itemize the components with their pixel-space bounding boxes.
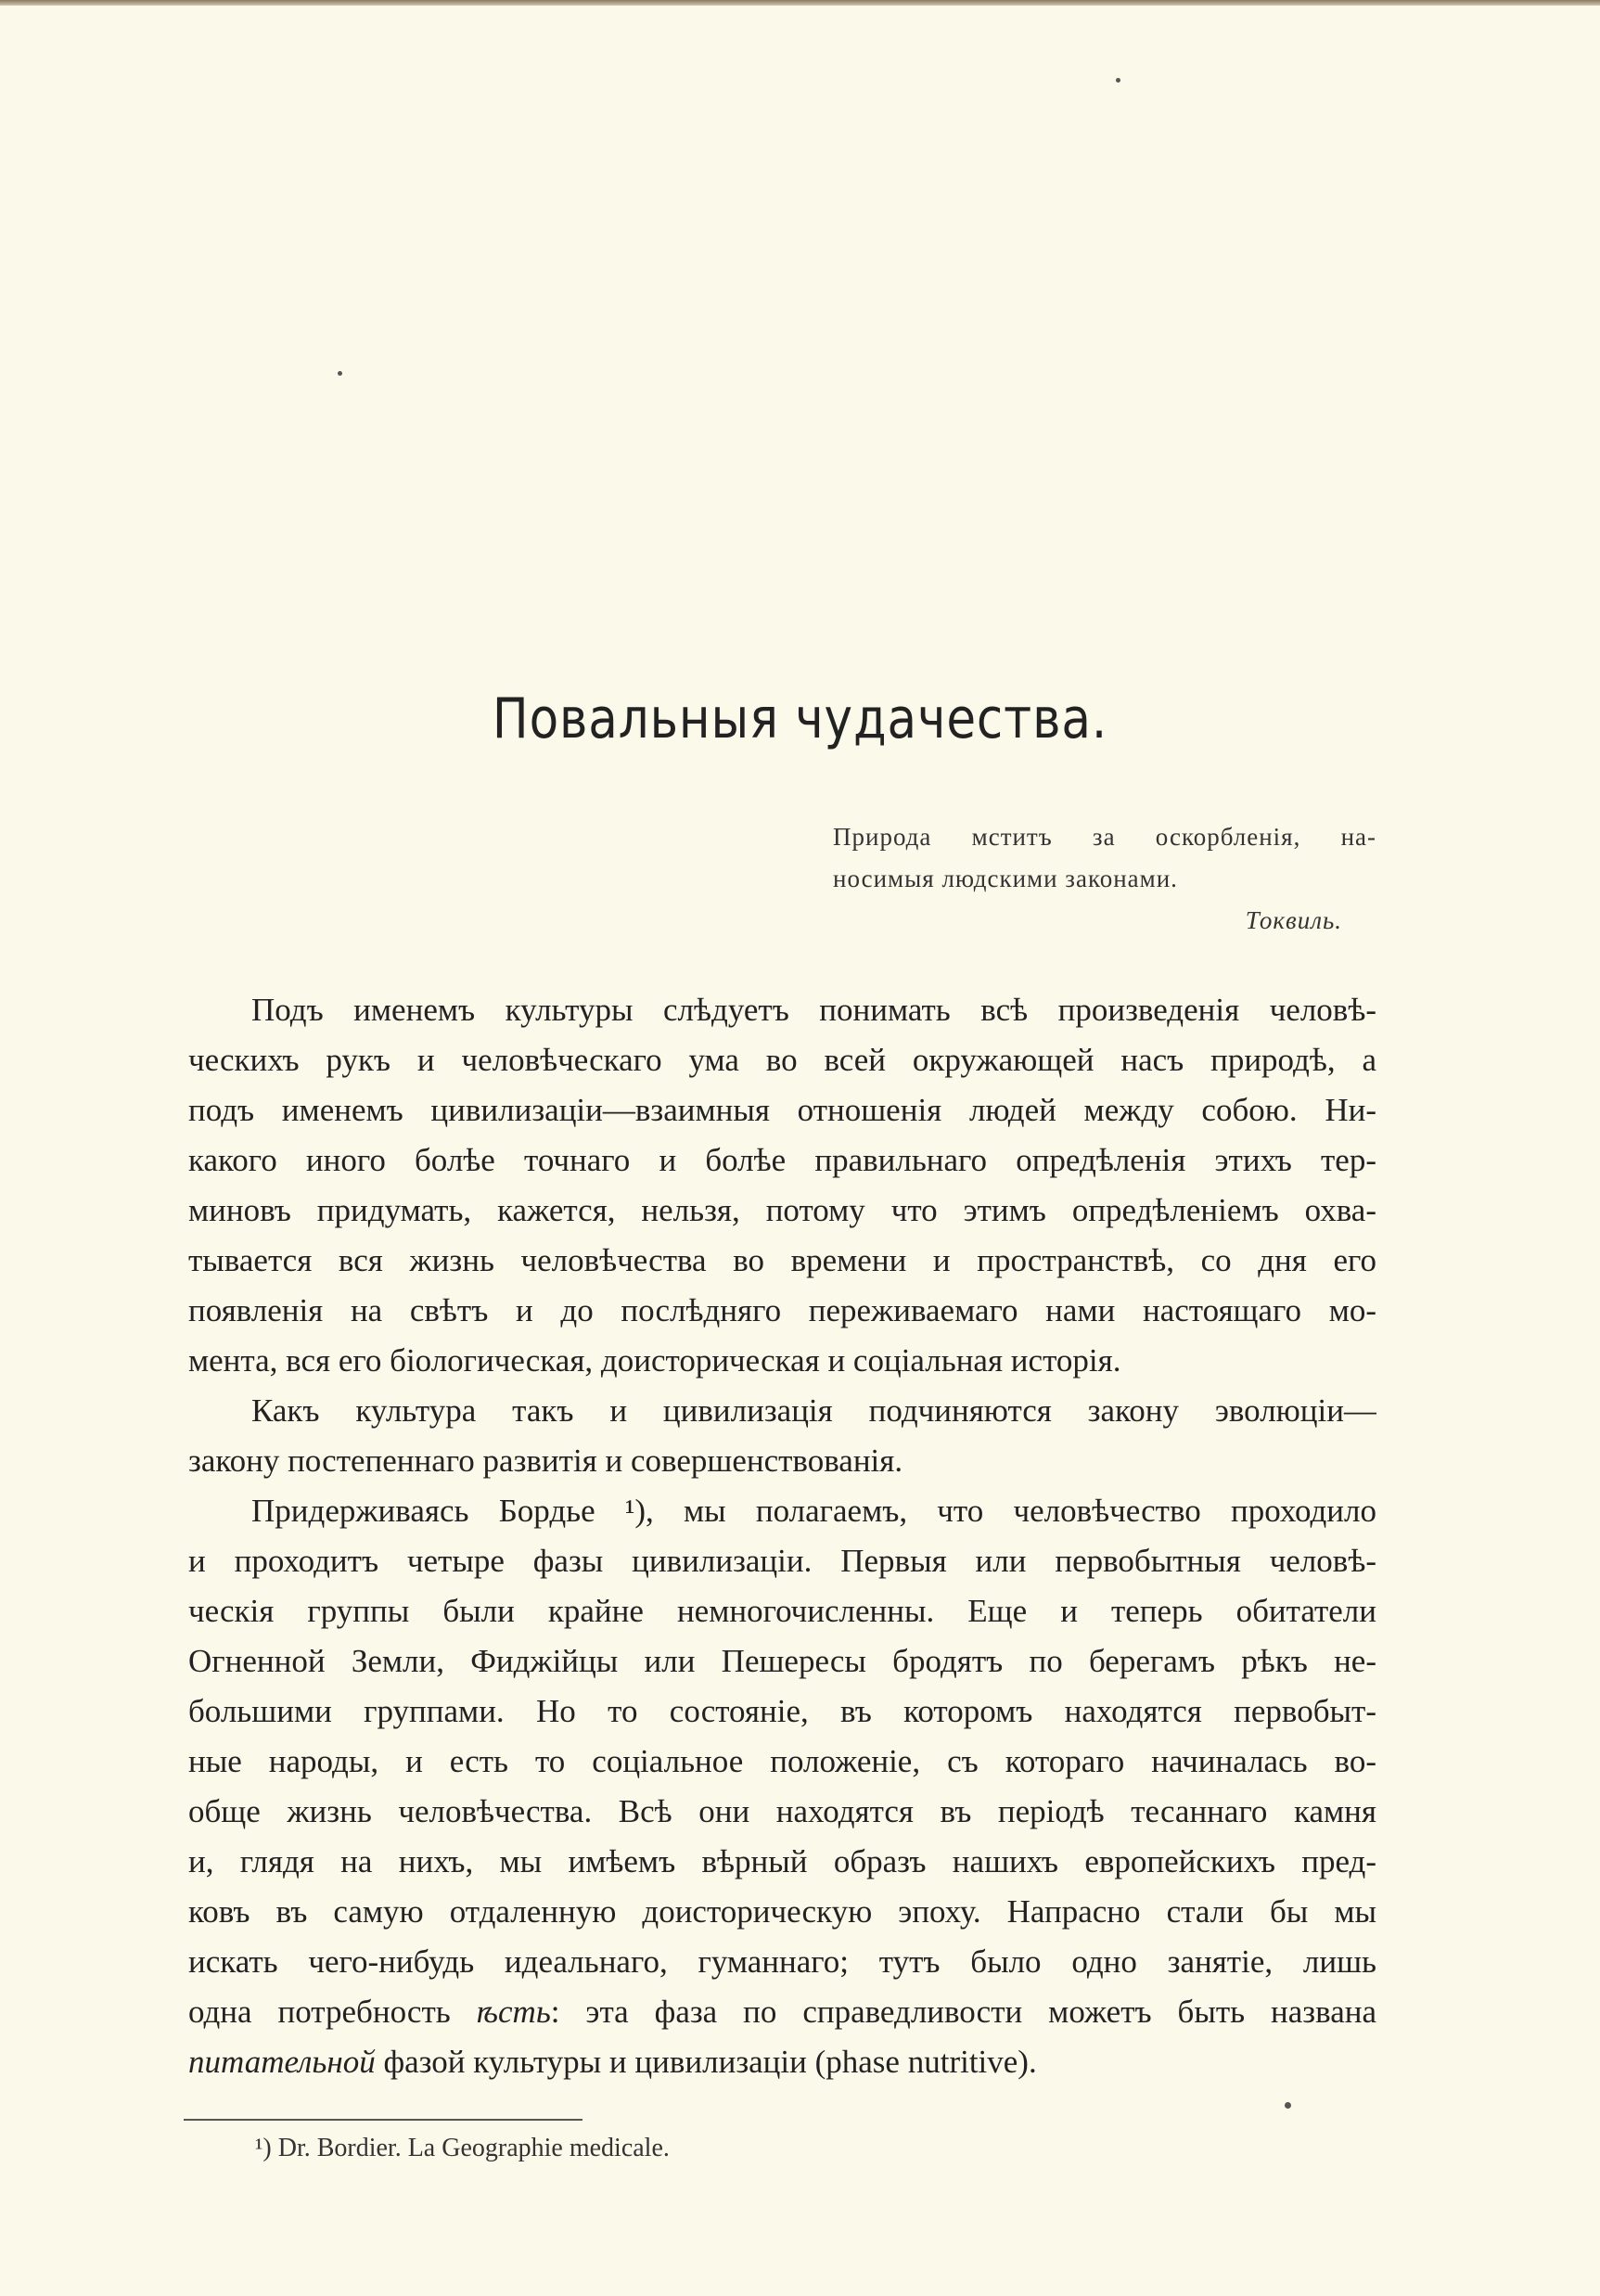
emphasized-word: питательной [188,2044,376,2080]
body-text [188,985,1376,2087]
text-line [188,2037,1376,2087]
text-line: искать чего-нибудь идеальнаго, гуманнаго; тутъ было одно занятіе, лишь [188,1943,1376,1980]
text-line: ческія группы были крайне немногочисленны. Еще и теперь обитатели [188,1593,1376,1629]
epigraph-line: носимыя людскими законами. [833,865,1178,892]
text-line: ные народы, и есть то соціальное положеніе, съ котораго начиналась во- [188,1743,1376,1779]
epigraph [833,816,1376,942]
chapter-title: Повальныя чудачества. [492,686,1108,751]
text-line: закону постепеннаго развитія и совершенствованія. [188,1443,903,1479]
text-line: Какъ культура такъ и цивилизація подчиняются закону эволюціи— [251,1392,1376,1429]
text-line: обще жизнь человѣчества. Всѣ они находятся въ періодѣ тесаннаго камня [188,1793,1376,1829]
text-line: ческихъ рукъ и человѣческаго ума во всей окружающей насъ природѣ, а [188,1042,1376,1078]
text-run: фазой культуры и цивилизаціи (phase nutritive). [375,2044,1037,2080]
text-line: мента, вся его біологическая, доисторическая и соціальная исторія. [188,1342,1121,1379]
text-line: какого иного болѣе точнаго и болѣе правильнаго опредѣленія этихъ тер- [188,1142,1376,1178]
text-line: большими группами. Но то состояніе, въ которомъ находятся первобыт- [188,1693,1376,1729]
text-line: Огненной Земли, Фиджійцы или Пешересы бродятъ по берегамъ рѣкъ не- [188,1643,1376,1679]
footnote-rule [184,2119,582,2121]
scan-speck [1285,2102,1291,2109]
text-line: Подъ именемъ культуры слѣдуетъ понимать всѣ произведенія человѣ- [251,992,1376,1028]
text-line: появленія на свѣтъ и до послѣдняго переживаемаго нами настоящаго мо- [188,1292,1376,1328]
text-line: и проходитъ четыре фазы цивилизаціи. Первыя или первобытныя человѣ- [188,1543,1376,1579]
page-top-edge [0,0,1600,6]
scan-speck [338,371,342,376]
text-line: Придерживаясь Бордье ¹), мы полагаемъ, что человѣчество проходило [251,1493,1376,1529]
footnote: ¹) Dr. Bordier. La Geographie medicale. [255,2134,670,2162]
emphasized-word: ѣсть [476,1994,551,2030]
text-line: ковъ въ самую отдаленную доисторическую эпоху. Напрасно стали бы мы [188,1893,1376,1930]
text-line: подъ именемъ цивилизаціи—взаимныя отношенія людей между собою. Ни- [188,1092,1376,1128]
text-run: : эта фаза по справедливости можетъ быть названа [550,1994,1376,2030]
text-line: тывается вся жизнь человѣчества во времени и пространствѣ, со дня его [188,1242,1376,1278]
scan-speck [1116,78,1120,83]
text-line: и, глядя на нихъ, мы имѣемъ вѣрный образъ нашихъ европейскихъ пред- [188,1843,1376,1879]
text-run: одна потребность [188,1994,477,2030]
text-line: миновъ придумать, кажется, нельзя, потому что этимъ опредѣленіемъ охва- [188,1192,1376,1228]
text-line [188,1987,1376,2037]
epigraph-line: Природа мститъ за оскорбленія, на- [833,823,1376,851]
epigraph-author: Токвиль. [1245,906,1342,934]
